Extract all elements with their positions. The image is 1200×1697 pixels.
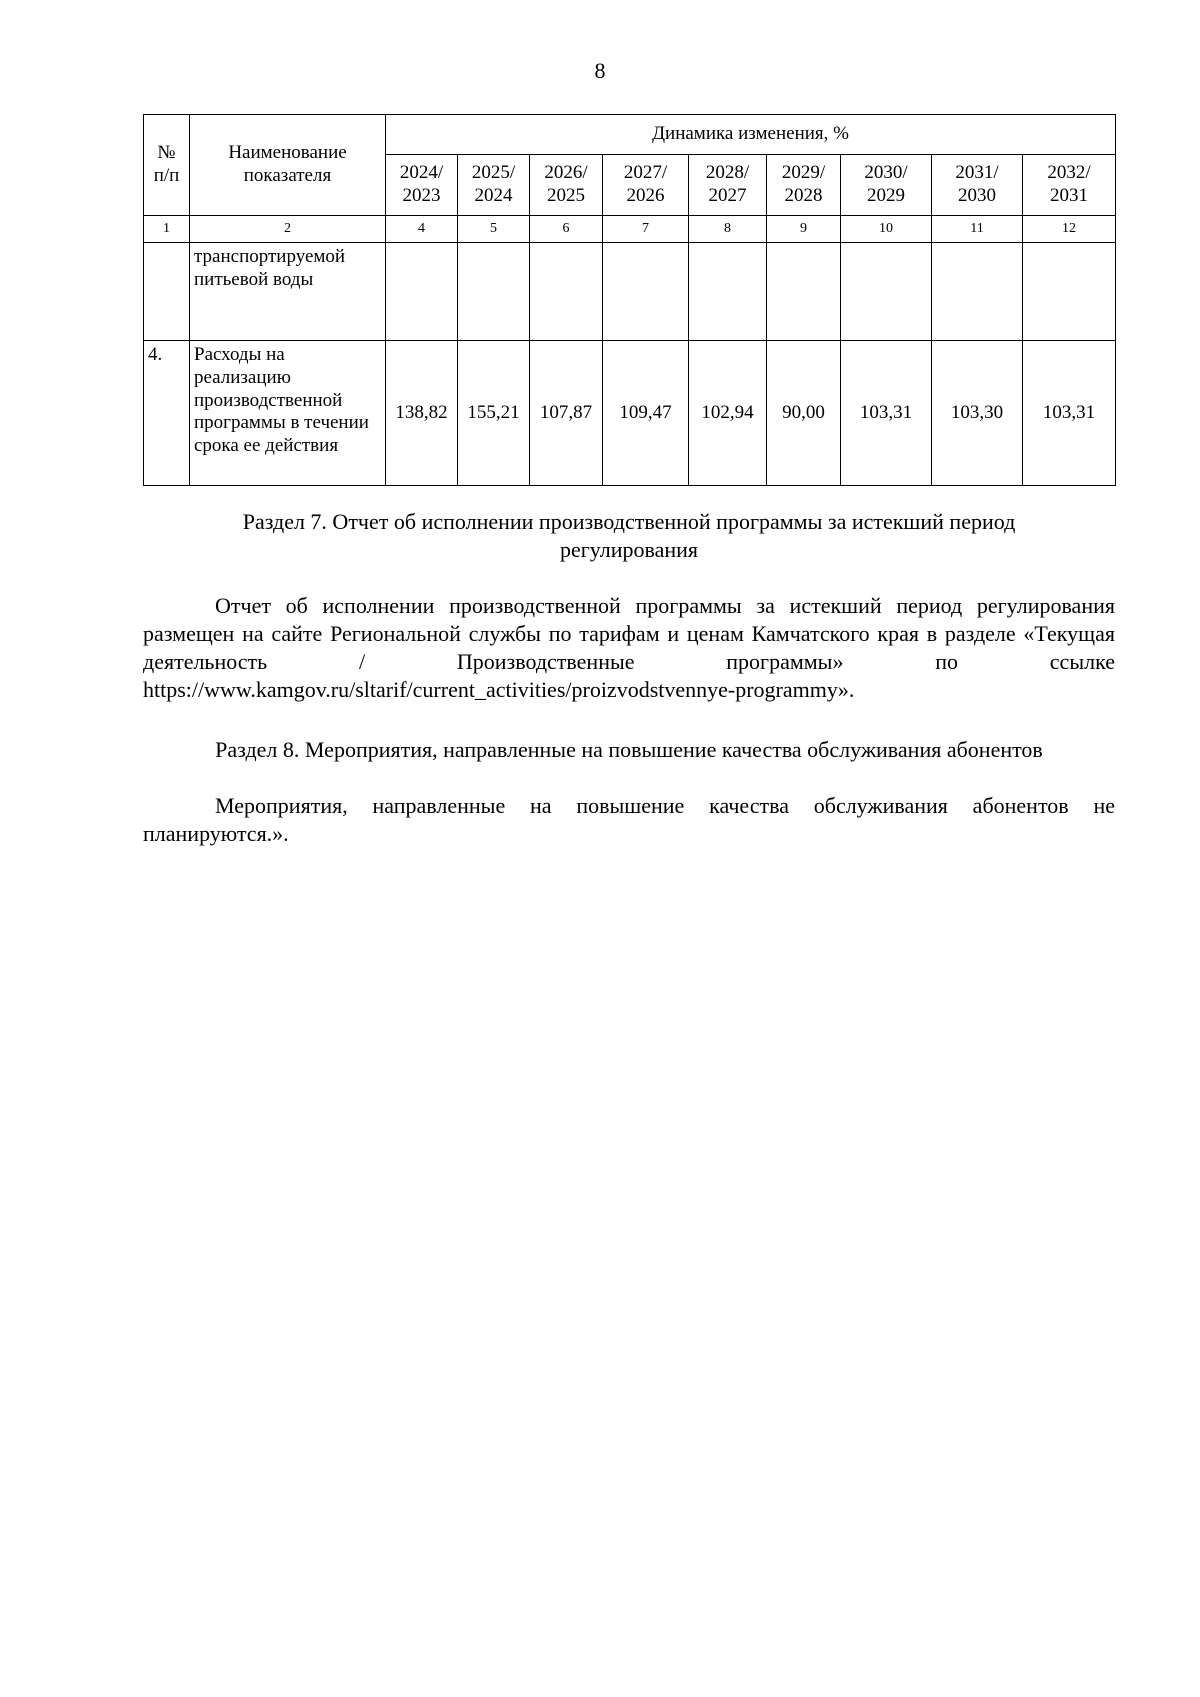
col-name-header bbox=[190, 115, 386, 216]
column-number: 10 bbox=[841, 216, 932, 243]
column-number: 6 bbox=[530, 216, 603, 243]
value-cell bbox=[767, 243, 841, 341]
col-no-header-text: № п/п bbox=[153, 142, 180, 186]
column-number-row bbox=[144, 216, 1116, 243]
value-cell: 90,00 bbox=[767, 341, 841, 486]
value-cell: 102,94 bbox=[689, 341, 767, 486]
col-name-header-text: Наименование показателя bbox=[228, 142, 347, 186]
column-number: 11 bbox=[932, 216, 1023, 243]
section-7-title: Раздел 7. Отчет об исполнении производственной программы за истекший период регулирования bbox=[242, 509, 1016, 562]
section-8-text bbox=[143, 792, 1115, 848]
value-cell bbox=[932, 243, 1023, 341]
year-header: 2028/ 2027 bbox=[689, 155, 767, 216]
column-number: 4 bbox=[386, 216, 458, 243]
page-number: 8 bbox=[594, 58, 606, 83]
column-number: 9 bbox=[767, 216, 841, 243]
dynamics-table bbox=[143, 114, 1116, 486]
value-cell: 138,82 bbox=[386, 341, 458, 486]
year-header: 2027/ 2026 bbox=[603, 155, 689, 216]
year-header: 2031/ 2030 bbox=[932, 155, 1023, 216]
value-cell bbox=[1023, 243, 1116, 341]
value-cell: 155,21 bbox=[458, 341, 530, 486]
year-header: 2025/ 2024 bbox=[458, 155, 530, 216]
year-header: 2032/ 2031 bbox=[1023, 155, 1116, 216]
value-cell: 103,31 bbox=[1023, 341, 1116, 486]
row-index bbox=[144, 243, 190, 341]
section-7-paragraph: Отчет об исполнении производственной программы за истекший период регулирования размещен на сайте Региональной службы по тарифам и ценам Камчатского края в разделе «Текущая деятельность / Производственные программы» по ссылке https://www.kamgov.ru/sltarif/current_activities/proizvodstvennye-programmy». bbox=[143, 593, 1115, 702]
value-cell: 103,31 bbox=[841, 341, 932, 486]
value-cell: 107,87 bbox=[530, 341, 603, 486]
year-header: 2030/ 2029 bbox=[841, 155, 932, 216]
column-number: 1 bbox=[144, 216, 190, 243]
section-8-title: Раздел 8. Мероприятия, направленные на повышение качества обслуживания абонентов bbox=[215, 737, 1043, 762]
year-header: 2024/ 2023 bbox=[386, 155, 458, 216]
table-row bbox=[144, 341, 1116, 486]
year-header: 2026/ 2025 bbox=[530, 155, 603, 216]
value-cell bbox=[689, 243, 767, 341]
table-row bbox=[144, 243, 1116, 341]
section-8-paragraph: Мероприятия, направленные на повышение качества обслуживания абонентов не планируются.». bbox=[143, 793, 1115, 846]
row-index: 4. bbox=[144, 341, 190, 486]
column-number: 7 bbox=[603, 216, 689, 243]
dynamics-header: Динамика изменения, % bbox=[386, 115, 1116, 155]
year-header: 2029/ 2028 bbox=[767, 155, 841, 216]
value-cell: 109,47 bbox=[603, 341, 689, 486]
column-number: 8 bbox=[689, 216, 767, 243]
row-name: Расходы на реализацию производственной программы в течении срока ее действия bbox=[190, 341, 386, 486]
col-no-header bbox=[144, 115, 190, 216]
column-number: 2 bbox=[190, 216, 386, 243]
row-name: транспортируемой питьевой воды bbox=[190, 243, 386, 341]
value-cell bbox=[458, 243, 530, 341]
column-number: 5 bbox=[458, 216, 530, 243]
section-7-text bbox=[143, 592, 1115, 704]
column-number: 12 bbox=[1023, 216, 1116, 243]
value-cell bbox=[603, 243, 689, 341]
value-cell bbox=[530, 243, 603, 341]
value-cell: 103,30 bbox=[932, 341, 1023, 486]
value-cell bbox=[386, 243, 458, 341]
value-cell bbox=[841, 243, 932, 341]
